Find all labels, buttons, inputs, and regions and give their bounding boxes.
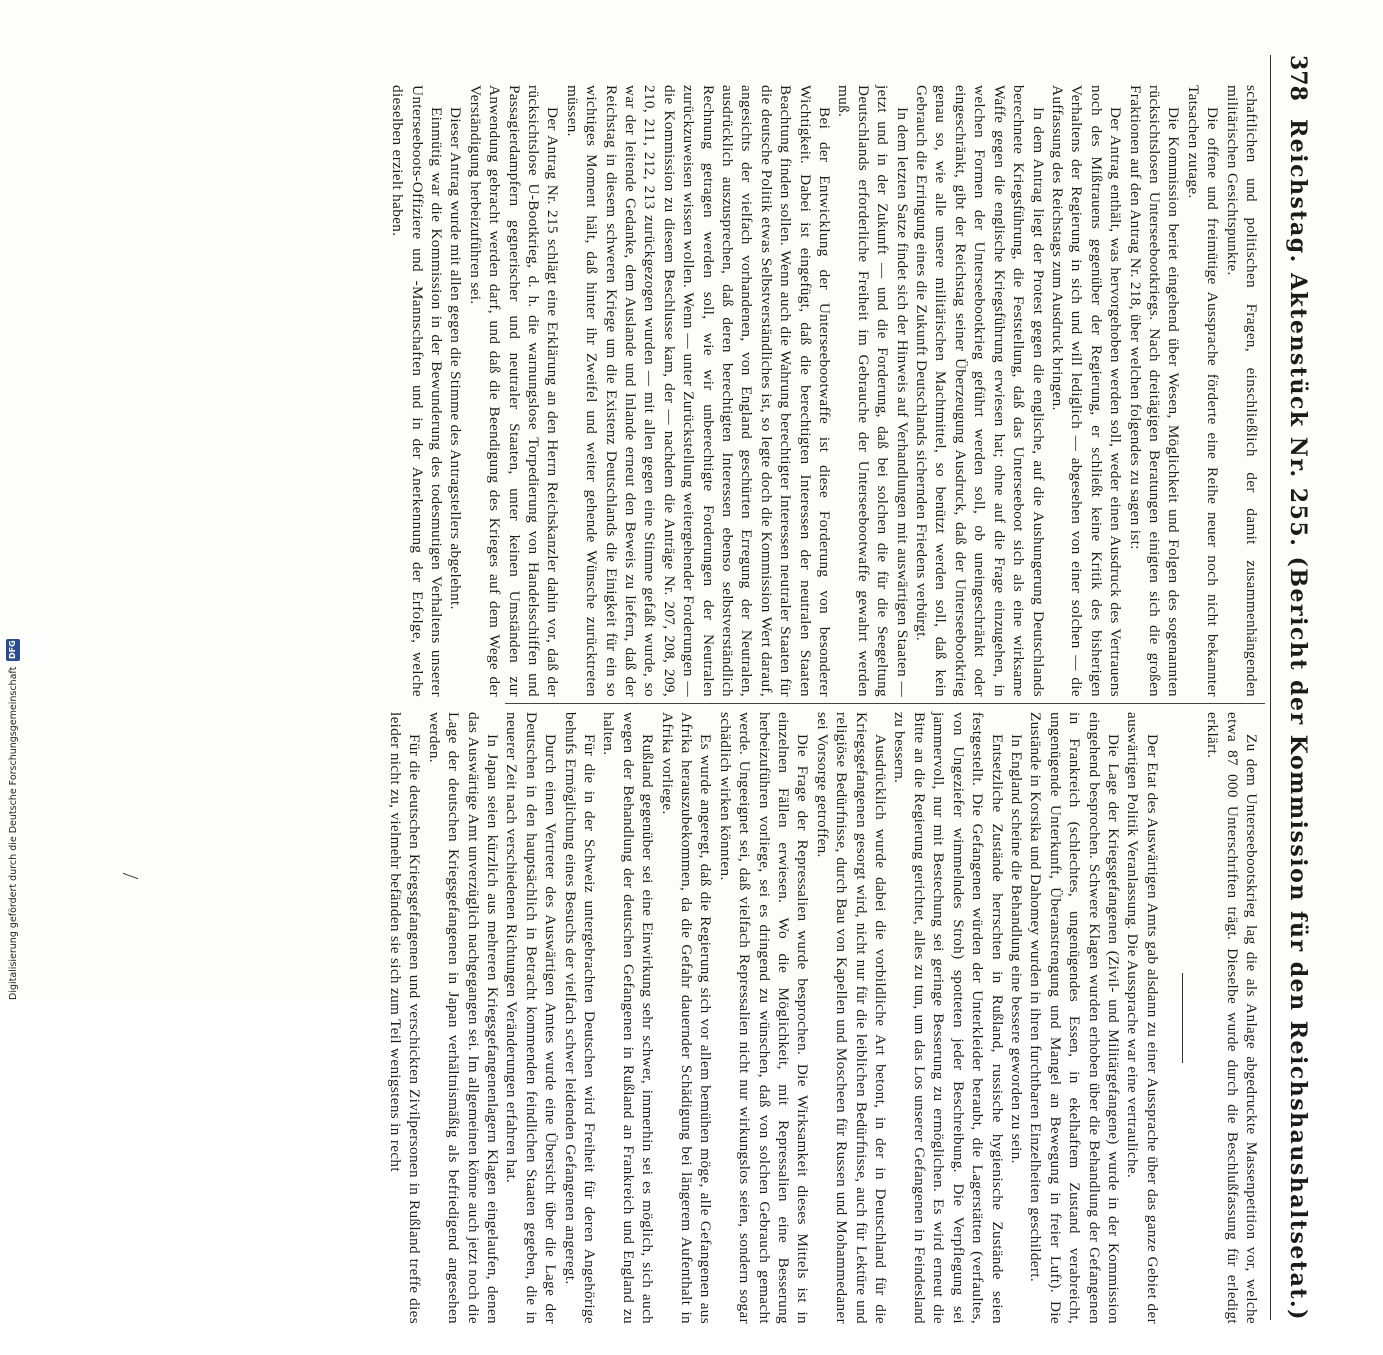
footer-credit: Digitalisierung gefördert durch die Deutsche Forschungsgemeinschaft bbox=[7, 666, 19, 1000]
paragraph: schaftlichen und politischen Fragen, einschließlich der damit zusammenhängenden militärischen Gesichtspunkte. bbox=[1223, 85, 1260, 697]
left-column bbox=[389, 85, 1261, 697]
paragraph: In dem Antrag liegt der Protest gegen die englische, auf die Aushungerung Deutschlands berechnete Kriegsführung, die Feststellung, daß das Unterseeboot sich als eine wirksame Waffe gegen die englische Kriegsführung erwiesen hat; ohne auf die Frage einzugehen, in welchen Formen der Unterseebootkrieg geführt werden soll, ob uneingeschränkt oder eingeschränkt, gibt der Reichstag seiner Überzeugung Ausdruck, daß der Unterseebootkrieg genau so, wie alle unsere militärischen Machtmittel, so benützt werden soll, daß kein Gebrauch die Erringung eines die Zukunft Deutschlands sichernden Friedens verbürgt. bbox=[913, 85, 1047, 697]
paragraph: Dieser Antrag wurde mit allen gegen die Stimme des Antragstellers abgelehnt. bbox=[447, 107, 465, 610]
paragraph: Zu dem Unterseebootskrieg lag die als Anlage abgedruckte Massenpetition vor, welche etwa 87 000 Unterschriften trägt. Dieselbe wurde durch die Beschlußfassung für erledigt erklärt. bbox=[1204, 712, 1260, 1324]
paragraph: Einmütig war die Kommission in der Bewunderung des todesmutigen Verhaltens unserer Unterseeboots-Offiziere und -Mannschaften und in der Anerkennung der Erfolge, welche dieselben erzielt haben. bbox=[389, 85, 445, 697]
running-title: Reichstag. Aktenstück Nr. 255. (Bericht der Kommission für den Reichshaushaltsetat.) bbox=[1285, 118, 1311, 1322]
paragraph: Die Lage der Kriegsgefangenen (Zivil- und Militärgefangene) wurde in der Kommission eingehend besprochen. Schwere Klagen wurden erhoben über die Behandlung der Gefangenen in Frankreich (schlechtes, ungenügendes Essen, in ekelhaftem Zustand verabreicht, ungenügende Unterkunft, Überanstrengung und Mangel an Bewegung in freier Luft). Die Zustände in Korsika und Dahomey wurden in ihren furchtbaren Einzelheiten geschildert. bbox=[1027, 712, 1122, 1324]
page-number: 378 bbox=[1285, 55, 1311, 101]
margin-mark bbox=[123, 873, 138, 879]
paragraph: Ausdrücklich wurde dabei die vorbildliche Art betont, in der in Deutschland für die Kriegsgefangenen gesorgt wird, nicht nur für die leiblichen Bedürfnisse, auch für Lektüre und religiöse Bedürfnisse, durch Bau von Kapellen und Moscheen für Russen und Mohammedaner sei Vorsorge getroffen. bbox=[813, 712, 890, 1324]
section-separator bbox=[1182, 973, 1183, 1063]
right-column bbox=[386, 712, 1261, 1324]
paragraph: Die offene und freimütige Aussprache förderte eine Reihe neuer noch nicht bekannter Tatsachen zutage. bbox=[1184, 85, 1222, 697]
page-header bbox=[1271, 55, 1311, 1355]
paragraph: Für die deutschen Kriegsgefangenen und verschickten Zivilpersonen in Rußland treffe dies leider nicht zu, vielmehr befänden sie sich zum Teil wenigstens in recht bbox=[386, 712, 424, 1324]
paragraph: Durch einen Vertreter des Auswärtigen Amtes wurde eine Übersicht über die Lage der Deutschen in den hauptsächlich in Betracht kommenden feindlichen Staaten gegeben, die in neuerer Zeit nach verschiedenen Richtungen Veränderungen erfahren hat. bbox=[503, 712, 560, 1324]
paragraph: In Japan seien kürzlich aus mehreren Kriegsgefangenenlagern Klagen eingelaufen, denen das Auswärtige Amt unverzüglich nachgegangen sei. Im allgemeinen könne auch jetzt noch die Lage der deutschen Kriegsgefangenen in Japan verhältnismäßig als befriedigend angesehen werden. bbox=[425, 712, 501, 1324]
digitization-footer bbox=[6, 0, 20, 1000]
paragraph: Es wurde angeregt, daß die Regierung sich vor allem bemühen möge, alle Gefangenen aus Afrika herauszubekommen, da die Gefahr dauernder Schädigung bei längerem Aufenthalt in Afrika vorliege. bbox=[658, 712, 715, 1324]
paragraph: Entsetzliche Zustände herrschten in Rußland, russische hygienische Zustände seien festgestellt. Die Gefangenen würden der Unterkleider beraubt, die Lagerstätten (verfaultes, von Ungeziefer wimmelndes Stroh) spotteten jeder Beschreibung. Die Verpflegung sei jammervoll, nur mit Bestechung sei geringe Besserung zu ermöglichen. Es wird erneut die Bitte an die Regierung gerichtet, alles zu tun, um das Los unserer Gefangenen in Feindesland zu bessern. bbox=[891, 712, 1006, 1324]
paragraph: Rußland gegenüber sei eine Einwirkung sehr schwer, immerhin sei es möglich, sich auch wegen der Behandlung der deutschen Gefangenen in Rußland an Frankreich und England zu halten. bbox=[600, 712, 657, 1324]
paragraph: Der Etat des Auswärtigen Amts gab alsdann zu einer Aussprache über das ganze Gebiet der auswärtigen Politik Veranlassung. Die Aussprache war eine vertrauliche. bbox=[1124, 712, 1161, 1324]
header-rule bbox=[1270, 55, 1271, 1320]
footer-inner bbox=[6, 0, 20, 1000]
paragraph: Bei der Entwicklung der Unterseebootwaffe ist diese Forderung von besonderer Wichtigkeit. Dabei ist eingefügt, daß die berechtigten Interessen der neutralen Staaten Beachtung finden sollen. Wenn auch die Wahrung berechtigter Interessen neutraler Staaten für die deutsche Politik etwas Selbstverständliches ist, so legte doch die Kommission Wert darauf, angesichts der vielfach vorhandenen, von England geschürten Erregung der Neutralen, ausdrücklich auszusprechen, daß deren berechtigten Interessen ebenso selbstverständlich Rechnung getragen werden soll, wie wir unberechtigte Forderungen der Neutralen zurückzuweisen wissen wollen. Wenn — unter Zurückstellung weitergehender Forderungen — die Kommission zu diesem Beschlusse kam, der — nachdem die Anträge Nr. 207, 208, 209, 210, 211, 212, 213 zurückgezogen wurden — mit allen gegen eine Stimme gefaßt wurde, so war der leitende Gedanke, dem Auslande und Inlande erneut den Beweis zu liefern, daß der Reichstag in diesem schweren Kriege um die Existenz Deutschlands die Einigkeit für ein so wichtiges Moment hält, daß hinter ihr Zweifel und weiter gehende Wünsche zurücktreten müssen. bbox=[563, 85, 834, 697]
paragraph: In dem letzten Satze findet sich der Hinweis auf Verhandlungen mit auswärtigen Staaten — jetzt und in der Zukunft — und die Forderung, daß bei solchen die für die Seegeltung Deutschlands erforderliche Freiheit im Gebrauche der Unterseebootwaffe gewahrt werden muß. bbox=[835, 85, 911, 697]
paragraph: Die Kommission beriet eingehend über Wesen, Möglichkeit und Folgen des sogenannten rücksichtslosen Unterseebootkriegs. Nach dreitägigen Beratungen einigten sich die großen Fraktionen auf den Antrag Nr. 218, über welchen folgendes zu sagen ist: bbox=[1126, 85, 1183, 697]
paragraph: Der Antrag enthält, was hervorgehoben werden soll, weder einen Ausdruck des Vertrauens noch des Mißtrauens gegenüber der Regierung, er schließt keine Kritik des bisherigen Verhaltens der Regierung in sich und will lediglich — abgesehen von einer solchen — die Auffassung des Reichstags zum Ausdruck bringen. bbox=[1048, 85, 1125, 697]
paragraph: In England scheine die Behandlung eine bessere geworden zu sein. bbox=[1007, 734, 1025, 1164]
column-divider bbox=[505, 703, 1265, 704]
dfg-logo-icon: DFG bbox=[6, 639, 20, 661]
paragraph: Die Frage der Repressalien wurde besprochen. Die Wirksamkeit dieses Mittels ist in einzelnen Fällen erwiesen. Wo die Möglichkeit, mit Repressalien eine Besserung herbeizuführen vorliege, sei es dringend zu wünschen, daß von solchen Gebrauch gemacht werde. Ungeeignet sei, daß vielfach Repressalien nicht nur wirkungslos seien, sondern sogar schädlich wirken könnten. bbox=[716, 712, 812, 1324]
paragraph: Für die in der Schweiz untergebrachten Deutschen wird Freiheit für deren Angehörige behufs Ermöglichung eines Besuchs der vielfach schwer leidenden Gefangenen angeregt. bbox=[561, 712, 598, 1324]
paragraph: Der Antrag Nr. 215 schlägt eine Erklärung an den Herrn Reichskanzler dahin vor, daß der rücksichtslose U-Bootkrieg, d. h. die warnungslose Torpedierung von Handelsschiffen und Passagierdampfern gegnerischer und neutraler Staaten, unter keinen Umständen zur Anwendung gebracht werden darf, und daß die Beendigung des Krieges auf dem Wege der Verständigung herbeizuführen sei. bbox=[466, 85, 562, 697]
